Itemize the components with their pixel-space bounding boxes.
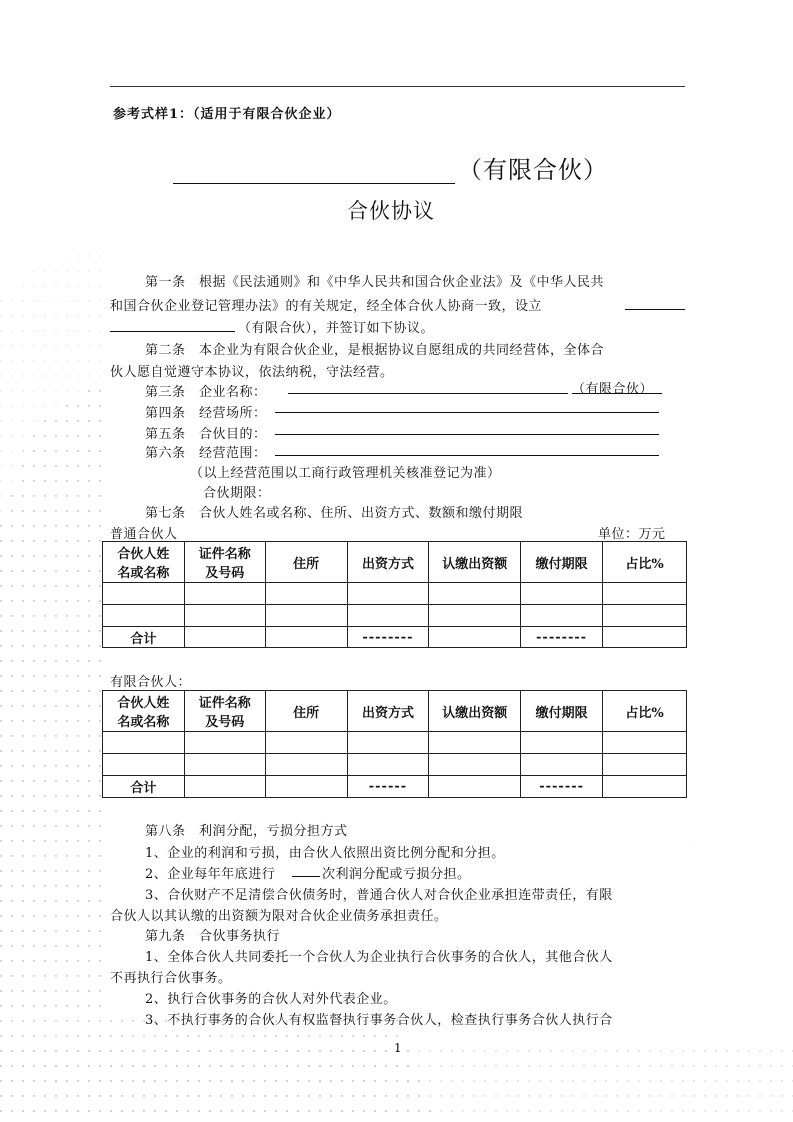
distribution-count-blank [292,876,320,877]
business-location-field [275,412,659,413]
scope-note: （以上经营范围以工商行政管理机关核准登记为准） [190,466,501,481]
header-id-document: 证件名称 及号码 [184,691,265,732]
header-contribution-method: 出资方式 [347,691,429,732]
company-name-blank [173,183,455,184]
article-9-item-1-line-2: 不再执行合伙事务。 [110,971,232,986]
article-9: 第九条 合伙事务执行 [145,929,281,944]
partnership-purpose-field [275,434,659,435]
article-9-item-1-line-1: 1、全体合伙人共同委托一个合伙人为企业执行合伙事务的合伙人，其他合伙人 [145,950,613,965]
article-1-line-3: （有限合伙），并签订如下协议。 [238,321,435,336]
dash-method: ------ [347,776,429,798]
article-8-item-1: 1、企业的利润和亏损，由合伙人依照出资比例分配和分担。 [145,846,505,861]
header-subscribed-amount: 认缴出资额 [429,691,521,732]
dash-method: -------- [347,627,429,648]
unit-label: 单位：万元 [598,527,666,542]
article-1-line-2: 和国合伙企业登记管理办法》的有关规定，经全体合伙人协商一致，设立 [110,299,543,314]
table-row [103,754,687,776]
header-id-document: 证件名称 及号码 [184,542,265,583]
header-ratio: 占比% [603,542,687,583]
header-payment-deadline: 缴付期限 [521,691,603,732]
table-row [103,605,687,627]
article-6: 第六条 经营范围： [145,446,267,461]
header-ratio: 占比% [603,691,687,732]
title-suffix: （有限合伙） [458,156,608,184]
header-contribution-method: 出资方式 [347,542,429,583]
enterprise-name-suffix-rule [572,393,662,394]
table-total-row [103,776,687,798]
business-scope-field [275,455,659,456]
enterprise-name-field [288,393,568,394]
article-8: 第八条 利润分配，亏损分担方式 [145,824,348,839]
article-2-line-2: 伙人愿自觉遵守本协议，依法纳税，守法经营。 [110,365,394,380]
total-label: 合计 [103,776,185,798]
dash-deadline: -------- [521,627,603,648]
header-subscribed-amount: 认缴出资额 [429,542,521,583]
partnership-term: 合伙期限： [203,486,271,501]
article-1-blank-b [110,331,235,332]
article-2-line-1: 第二条 本企业为有限合伙企业，是根据协议自愿组成的共同经营体，全体合 [145,343,605,358]
table-header-row [103,542,687,583]
header-address: 住所 [265,542,347,583]
article-1-line-1: 第一条 根据《民法通则》和《中华人民共和国合伙企业法》及《中华人民共 [145,275,605,290]
article-9-item-2: 2、执行合伙事务的合伙人对外代表企业。 [145,992,397,1007]
article-8-item-2b: 次利润分配或亏损分担。 [322,867,471,882]
article-5: 第五条 合伙目的： [145,427,267,442]
table-header-row [103,691,687,732]
article-4: 第四条 经营场所： [145,406,267,421]
header-payment-deadline: 缴付期限 [521,542,603,583]
dash-deadline: ------- [521,776,603,798]
header-address: 住所 [265,691,347,732]
article-8-item-3-line-2: 合伙人以其认缴的出资额为限对合伙企业债务承担责任。 [110,909,448,924]
limited-partner-label: 有限合伙人： [110,675,192,690]
general-partner-table [102,541,687,648]
general-partner-label: 普通合伙人 [110,527,178,542]
article-3-suffix: （有限合伙） [572,382,654,397]
article-9-item-3: 3、不执行事务的合伙人有权监督执行事务合伙人，检查执行事务合伙人执行合 [145,1013,613,1028]
table-total-row [103,627,687,648]
header-partner-name: 合伙人姓 名或名称 [103,691,185,732]
limited-partner-table [102,690,687,798]
total-label: 合计 [103,627,185,648]
header-rule [110,86,685,87]
page-number: 1 [394,1041,402,1055]
table-row [103,583,687,605]
header-partner-name: 合伙人姓 名或名称 [103,542,185,583]
article-3: 第三条 企业名称： [145,385,267,400]
table-row [103,732,687,754]
article-8-item-3-line-1: 3、合伙财产不足清偿合伙债务时，普通合伙人对合伙企业承担连带责任，有限 [145,888,613,903]
sample-label: 参考式样1：（适用于有限合伙企业） [113,107,341,122]
document-title: 合伙协议 [347,199,435,223]
article-1-blank-a [625,309,685,310]
article-7: 第七条 合伙人姓名或名称、住所、出资方式、数额和缴付期限 [145,506,524,521]
article-8-item-2a: 2、企业每年年底进行 [145,867,276,882]
